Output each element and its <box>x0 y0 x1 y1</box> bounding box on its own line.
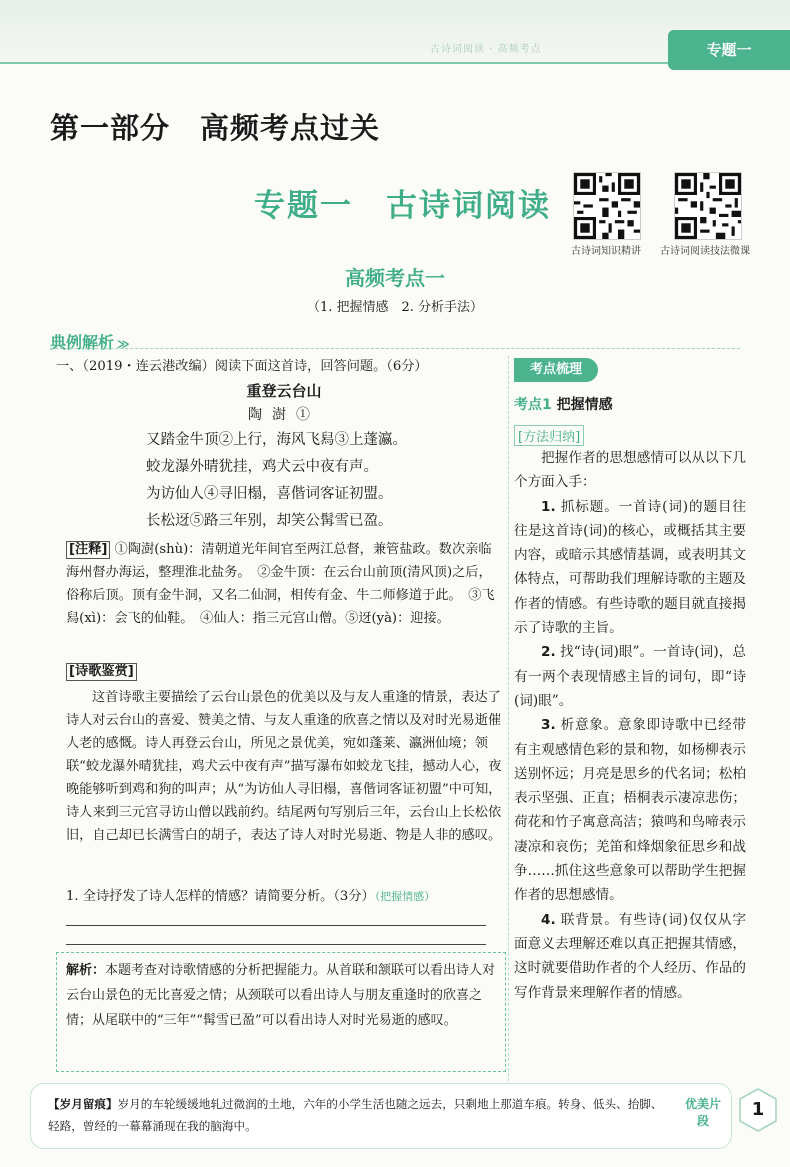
section-divider <box>50 348 740 349</box>
section-label: 典例解析 <box>50 333 115 352</box>
footer-tag: 【岁月留痕】 <box>48 1097 118 1111</box>
answer-line[interactable] <box>66 944 486 945</box>
footer-text: 岁月的车轮缓缓地轧过微润的土地，六年的小学生活也随之远去，只剩地上那道车痕。转身、低头、抬脚、轻路，曾经的一幕幕涌现在我的脑海中。 <box>48 1097 663 1133</box>
sidebar-method-label: [方法归纳] <box>514 425 584 446</box>
sidebar-item-text: 找“诗(词)眼”。一首诗(词)，总有一两个表现情感主旨的词句，即“诗(词)眼”。 <box>514 644 746 709</box>
qr-caption-2: 古诗词阅读技法微课 <box>660 246 750 257</box>
annotation-label: [注释] <box>66 541 110 559</box>
section-heading <box>50 330 130 353</box>
sidebar-intro: 把握作者的思想感情可以从以下几个方面入手： <box>514 450 746 491</box>
sidebar-item <box>514 495 746 641</box>
footer-side-label: 优美片段 <box>684 1097 721 1128</box>
sidebar-item-text: 联背景。有些诗(词)仅仅从字面意义去理解还难以真正把握其情感，这时就要借助作者的个人经历、作品的写作背景来理解作者的情感。 <box>514 911 746 1001</box>
poem-line: 为访仙人④寻旧榻，喜偕词客证初盟。 <box>146 486 393 502</box>
header-faded-text: 古诗词阅读 · 高频考点 <box>430 44 542 55</box>
appreciation-text: 这首诗歌主要描绘了云台山景色的优美以及与友人重逢的情景，表达了诗人对云台山的喜爱、赞美之情、与友人重逢的欣喜之情以及对时光易逝催人老的感慨。诗人再登云台山，所见之景优美，宛如蓬莱、瀛洲仙境；领联“蛟龙瀑外晴犹挂，鸡犬云中夜有声”描写瀑布如蛟龙飞挂，撼动人心，夜晚能够听到鸡和狗的叫声；从“为访仙人寻旧榻，喜偕词客证初盟”中可知，诗人来到三元宫寻访山僧以践前约。结尾两句写别后三年，云台山上长松依旧，自己却已长满雪白的胡子，表达了诗人对时光易逝、物是人非的感叹。 <box>66 690 502 843</box>
answer-line[interactable] <box>66 925 486 926</box>
footer-passage <box>48 1093 673 1137</box>
question-1-text: 1. 全诗抒发了诗人怎样的情感？请简要分析。（3分） <box>66 889 375 904</box>
sidebar-keypoint-name: 把握情感 <box>556 397 613 413</box>
chapter-tab: 专题一 <box>668 30 790 70</box>
sidebar-item-text: 析意象。意象即诗歌中已经带有主观感情色彩的景和物，如杨柳表示送别怀远；月亮是思乡的代名词；松柏表示坚强、正直；梧桐表示凄凉悲伤；荷花和竹子寓意高洁；猿鸣和鸟啼表示凄凉和哀伤；羌笛和烽烟象征思乡和战争……抓住这些意象可以帮助学生把握作者的思想感情。 <box>514 717 747 904</box>
sidebar-item-num: 2. <box>541 644 556 661</box>
sidebar-tag: 考点梳理 <box>514 358 598 382</box>
appreciation-label: [诗歌鉴赏] <box>66 663 137 681</box>
question-1-hint: （把握情感） <box>374 890 436 903</box>
qr-code-2 <box>674 172 742 240</box>
column-divider <box>508 356 509 1086</box>
annotation-block <box>66 538 502 630</box>
sidebar-keypoint-num: 考点1 <box>514 397 552 413</box>
analysis-label: 解析： <box>66 963 106 978</box>
annotation-text: ①陶澍(shù)：清朝道光年间官至两江总督，兼管盐政。数次亲临海州督办海运，整理淮北盐务。 ②金牛顶：在云台山前顶(清风顶)之后，俗称后顶。顶有金牛洞，又名二仙洞，相传有金、牛二师修道于此。 ③飞舄(xì)：会飞的仙鞋。 ④仙人：指三元宫山僧。⑤迓(yà)：迎接。 <box>66 542 495 626</box>
sidebar-item <box>514 640 746 713</box>
sidebar-item-text: 抓标题。一首诗(词)的题目往往是这首诗(词)的核心，或概括其主要内容，或暗示其感情基调，或表明其文体特点，可帮助我们理解诗歌的主题及作者的情感。有些诗歌的题目就直接揭示了诗歌的主旨。 <box>514 498 746 637</box>
page-number <box>738 1088 778 1132</box>
appreciation-label-wrap <box>66 660 502 683</box>
qr-code-1 <box>573 172 641 240</box>
topic-title: 专题一 古诗词阅读 <box>254 188 551 224</box>
poem-line: 蛟龙瀑外晴犹挂，鸡犬云中夜有声。 <box>146 459 378 475</box>
poem-line: 长松迓⑤路三年别，却笑公髯雪已盈。 <box>146 513 393 529</box>
poem-author: 陶澍① <box>248 407 320 423</box>
qr-code-icon <box>574 173 640 239</box>
sidebar-item <box>514 713 746 907</box>
poem-line: 又踏金牛顶②上行，海风飞舄③上蓬瀛。 <box>146 432 407 448</box>
page-number-text: 1 <box>751 1099 765 1120</box>
sidebar-item-num: 1. <box>541 498 556 515</box>
sidebar-item-num: 4. <box>541 911 556 928</box>
sidebar-item <box>514 908 746 1005</box>
question-head: 一、（2019・连云港改编）阅读下面这首诗，回答问题。（6分） <box>56 359 428 374</box>
keypoint-title: 高频考点一 <box>345 266 445 290</box>
keypoint-subtitle: （1. 把握情感 2. 分析手法） <box>306 300 484 315</box>
sidebar-item-num: 3. <box>541 717 556 734</box>
sidebar-keypoint <box>514 394 613 414</box>
poem-title: 重登云台山 <box>246 382 322 400</box>
analysis <box>66 958 502 1033</box>
qr-caption-1: 古诗词知识精讲 <box>571 246 641 257</box>
analysis-text: 本题考查对诗歌情感的分析把握能力。从首联和颔联可以看出诗人对云台山景色的无比喜爱之情；从颈联可以看出诗人与朋友重逢时的欣喜之情；从尾联中的“三年”“髯雪已盈”可以看出诗人对时光易逝的感叹。 <box>66 963 496 1028</box>
question-1 <box>66 885 502 908</box>
part-title: 第一部分 高频考点过关 <box>50 111 381 145</box>
sidebar-body <box>514 446 746 1005</box>
qr-code-icon <box>675 173 741 239</box>
double-chevron-icon: ≫ <box>117 337 130 351</box>
